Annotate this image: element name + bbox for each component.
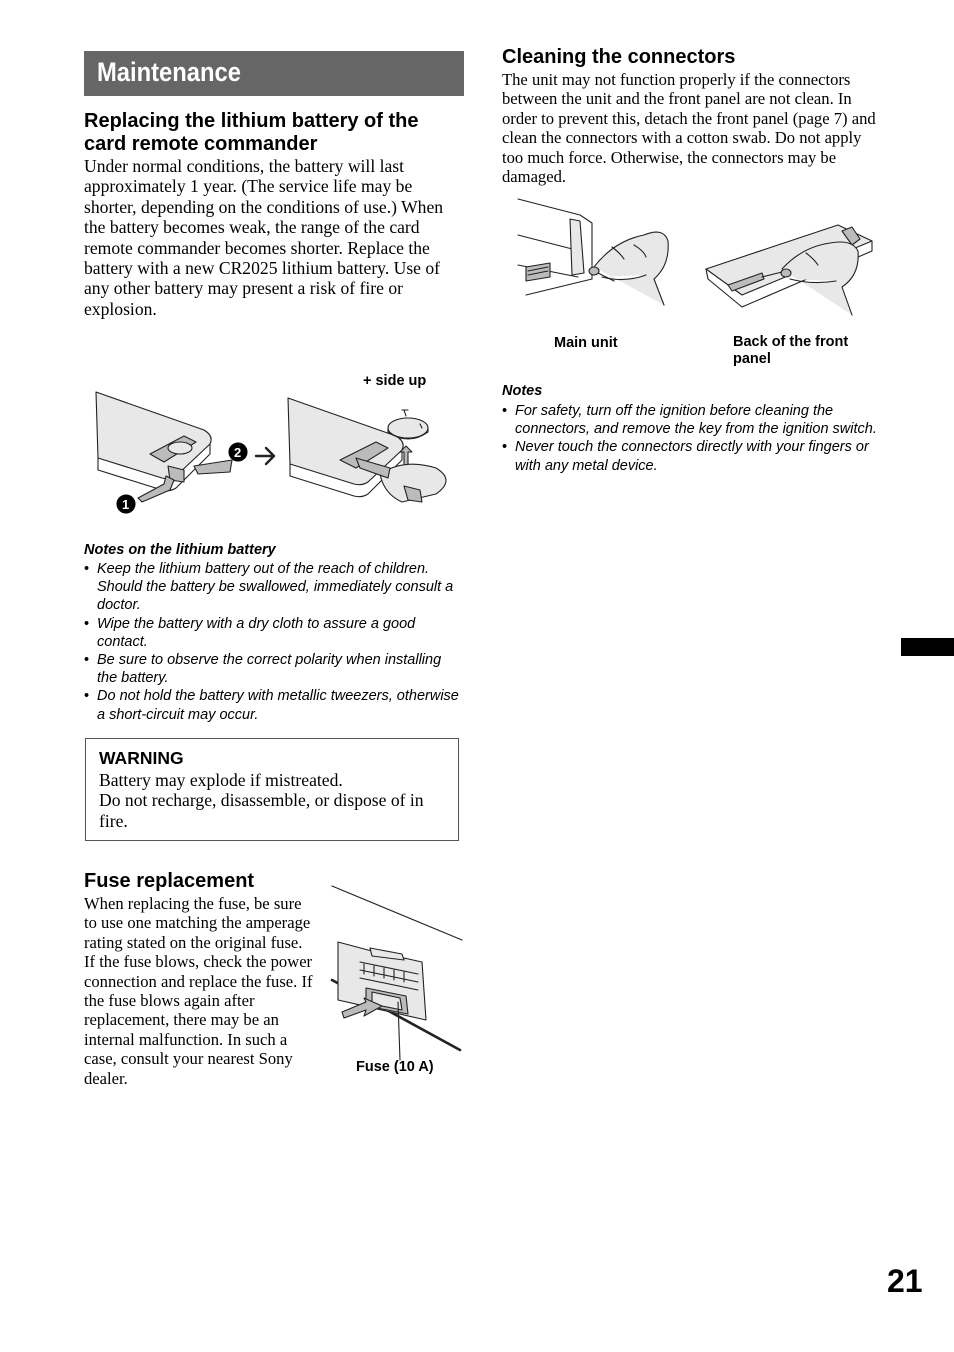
step-2-marker: 2	[234, 445, 242, 460]
fuse-label: Fuse (10 A)	[356, 1059, 434, 1075]
battery-notes-title: Notes on the lithium battery	[84, 542, 276, 558]
battery-body: Under normal conditions, the battery will last approximately 1 year. (The service life may be shorter, depending on the conditions of use.) When the battery becomes weak, the range of the card remote commander becomes shorter. Replace the battery with a new CR2025 lithium battery. Use of any other battery may present a risk of fire or explosion.	[84, 156, 444, 319]
chapter-tab-marker	[901, 638, 954, 656]
fuse-figure	[330, 884, 464, 1080]
list-item: • Do not hold the battery with metallic tweezers, otherwise a short-circuit may occur.	[84, 687, 464, 723]
connectors-body: The unit may not function properly if the connectors between the unit and the front panel are not clean. In order to prevent this, detach the front panel (page 7) and clean the connectors with a cotton swab. Do not apply too much force. Otherwise, the connectors may be damaged.	[502, 70, 876, 187]
front-panel-diagram	[702, 195, 882, 320]
battery-notes-list	[84, 560, 464, 724]
warning-box	[85, 738, 459, 841]
step-1-marker: 1	[122, 497, 130, 512]
page-number: 21	[887, 1263, 923, 1299]
list-item: • Be sure to observe the correct polarity when installing the battery.	[84, 651, 464, 687]
battery-heading: Replacing the lithium battery of the card remote commander	[84, 110, 419, 155]
fuse-body: When replacing the fuse, be sure to use one matching the amperage rating stated on the original fuse. If the fuse blows, check the power connection and replace the fuse. If the fuse blows again after replacement, there may be an internal malfunction. In such a case, consult your nearest Sony dealer.	[84, 894, 313, 1088]
warning-line-1: Battery may explode if mistreated.	[99, 770, 343, 790]
fuse-diagram	[330, 884, 464, 1080]
section-title-bar	[84, 51, 464, 96]
caption-back-front-panel: Back of the front panel	[733, 334, 849, 367]
fuse-heading: Fuse replacement	[84, 870, 255, 892]
connectors-notes-title: Notes	[502, 383, 543, 399]
battery-diagram	[84, 370, 464, 520]
main-unit-diagram	[514, 195, 684, 320]
warning-title: WARNING	[99, 748, 184, 768]
list-item: • Wipe the battery with a dry cloth to assure a good contact.	[84, 615, 464, 651]
connectors-notes-list	[502, 402, 882, 475]
caption-main-unit: Main unit	[554, 335, 618, 351]
list-item: • For safety, turn off the ignition before cleaning the connectors, and remove the key from the ignition switch.	[502, 402, 882, 438]
warning-line-2: Do not recharge, disassemble, or dispose of in fire.	[99, 790, 424, 831]
connectors-figure	[502, 195, 882, 375]
list-item: • Keep the lithium battery out of the reach of children. Should the battery be swallowed, immediately consult a doctor.	[84, 560, 464, 615]
list-item: • Never touch the connectors directly with your fingers or with any metal device.	[502, 438, 882, 474]
side-up-label: + side up	[363, 373, 427, 389]
section-title: Maintenance	[97, 57, 241, 87]
warning-text	[99, 770, 449, 831]
connectors-heading: Cleaning the connectors	[502, 46, 736, 68]
battery-figure	[84, 370, 464, 520]
